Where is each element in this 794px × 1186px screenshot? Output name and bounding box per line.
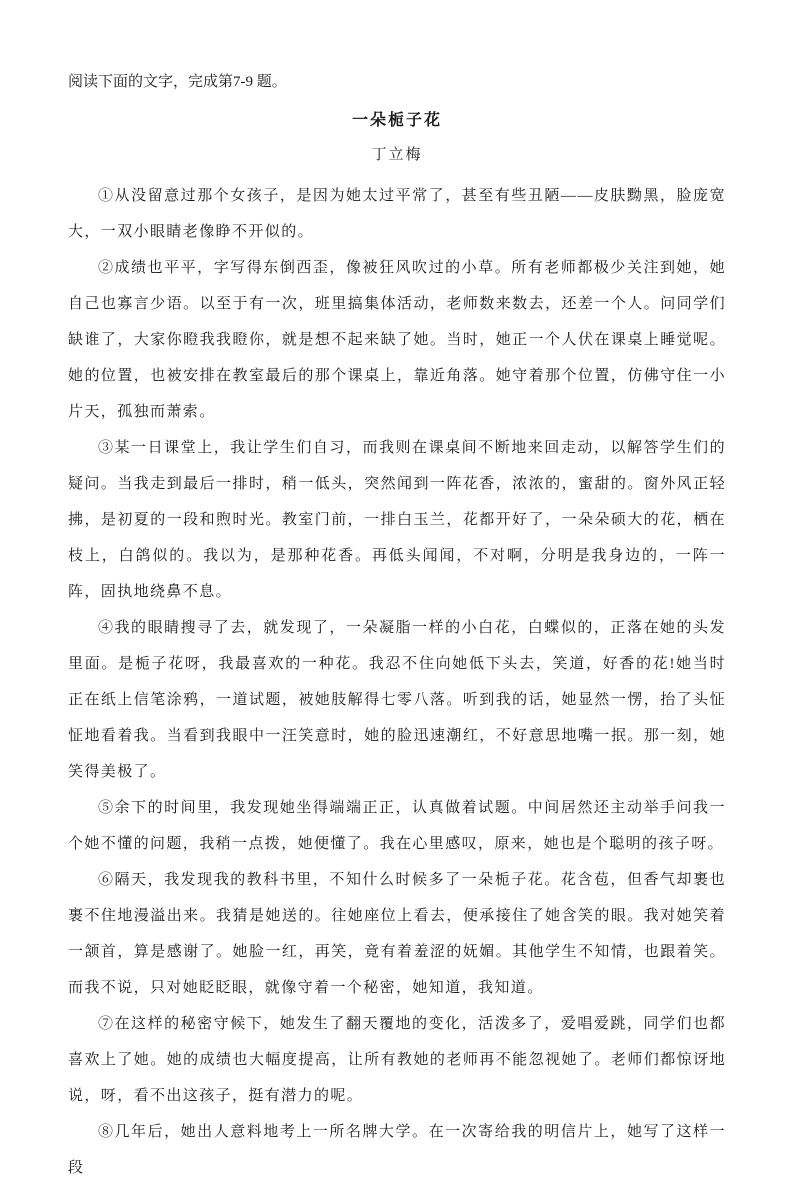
article-author: 丁立梅 [371, 147, 423, 163]
article-paragraph-2: ②成绩也平平，字写得东倒西歪，像被狂风吹过的小草。所有老师都极少关注到她，她自己也寡言少语。以至于有一次，班里搞集体活动，老师数来数去，还差一个人。问同学们缺谁了，大家你瞪我我瞪你，就是想不起来缺了她。当时，她正一个人伏在课桌上睡觉呢。她的位置，也被安排在教室最后的那个课桌上，靠近角落。她守着那个位置，仿佛守住一小片天，孤独而萧索。 [68, 260, 726, 420]
reading-instruction: 阅读下面的文字，完成第7-9 题。 [68, 74, 287, 90]
article-paragraph-3: ③某一日课堂上，我让学生们自习，而我则在课桌间不断地来回走动，以解答学生们的疑问。当我走到最后一排时，稍一低头，突然闻到一阵花香，浓浓的，蜜甜的。窗外风正轻拂，是初夏的一段和煦时光。教室门前，一排白玉兰，花都开好了，一朵朵硕大的花，栖在枝上，白鸽似的。我以为，是那种花香。再低头闻闻，不对啊，分明是我身边的，一阵一阵，固执地绕鼻不息。 [68, 440, 726, 600]
article-paragraph-1: ①从没留意过那个女孩子，是因为她太过平常了，甚至有些丑陋——皮肤黝黑，脸庞宽大，一双小眼睛老像睁不开似的。 [68, 188, 726, 240]
article-title: 一朵栀子花 [351, 112, 442, 129]
article-paragraph-5: ⑤余下的时间里，我发现她坐得端端正正，认真做着试题。中间居然还主动举手问我一个她不懂的问题，我稍一点拨，她便懂了。我在心里感叹，原来，她也是个聪明的孩子呀。 [68, 800, 726, 852]
article-paragraph-7: ⑦在这样的秘密守候下，她发生了翻天覆地的变化，活泼多了，爱唱爱跳，同学们也都喜欢上了她。她的成绩也大幅度提高，让所有教她的老师再不能忽视她了。老师们都惊讶地说，呀，看不出这孩子，挺有潜力的呢。 [68, 1016, 726, 1104]
article-paragraph-6: ⑥隔天，我发现我的教科书里，不知什么时候多了一朵栀子花。花含苞，但香气却裹也裹不住地漫溢出来。我猜是她送的。往她座位上看去，便承接住了她含笑的眼。我对她笑着一颔首，算是感谢了。她脸一红，再笑，竟有着羞涩的妩媚。其他学生不知情，也跟着笑。而我不说，只对她眨眨眼，就像守着一个秘密，她知道，我知道。 [68, 872, 726, 996]
article-paragraph-8: ⑧几年后，她出人意料地考上一所名牌大学。在一次寄给我的明信片上，她写了这样一段 [68, 1124, 726, 1176]
article-body [68, 178, 726, 1186]
article-paragraph-4: ④我的眼睛搜寻了去，就发现了，一朵凝脂一样的小白花，白蝶似的，正落在她的头发里面。是栀子花呀，我最喜欢的一种花。我忍不住向她低下头去，笑道，好香的花!她当时正在纸上信笔涂鸦，一道试题，被她肢解得七零八落。听到我的话，她显然一愣，抬了头怔怔地看着我。当看到我眼中一汪笑意时，她的脸迅速潮红，不好意思地嘴一抿。那一刻，她笑得美极了。 [68, 620, 726, 780]
